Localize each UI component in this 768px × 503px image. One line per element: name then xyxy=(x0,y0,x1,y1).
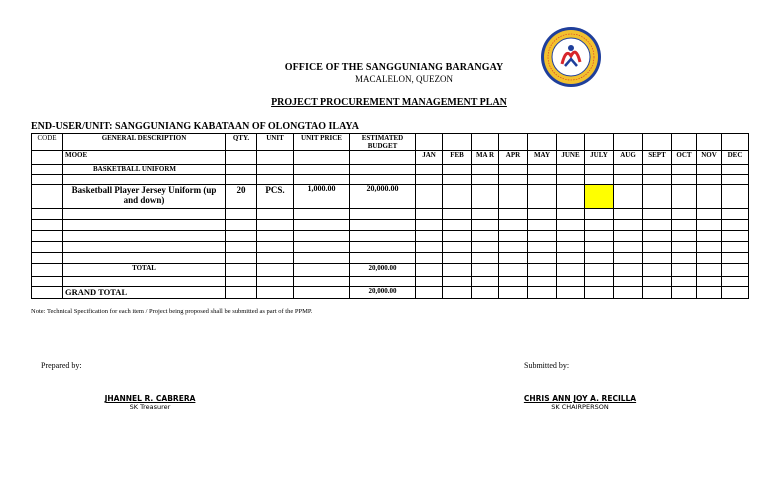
month-mar: MA R xyxy=(472,151,499,165)
col-code: CODE xyxy=(32,134,63,151)
submitted-by-signatory xyxy=(510,394,650,411)
month-dec: DEC xyxy=(722,151,749,165)
col-unit-price: UNIT PRICE xyxy=(294,134,350,151)
prepared-by-label: Prepared by: xyxy=(41,361,82,370)
grand-total-label: GRAND TOTAL xyxy=(63,287,226,299)
category-row xyxy=(32,165,749,175)
month-nov: NOV xyxy=(697,151,722,165)
ppmp-note: Note: Technical Specification for each item / Project being proposed shall be submitted as part of the PPMP. xyxy=(31,308,313,315)
month-jan: JAN xyxy=(416,151,443,165)
category-label: BASKETBALL UNIFORM xyxy=(63,165,226,175)
grand-total-row xyxy=(32,287,749,299)
blank-row xyxy=(32,253,749,264)
total-row xyxy=(32,264,749,277)
blank-row xyxy=(32,209,749,220)
col-description: GENERAL DESCRIPTION xyxy=(63,134,226,151)
month-july: JULY xyxy=(585,151,614,165)
office-title: OFFICE OF THE SANGGUNIANG BARANGAY xyxy=(284,62,504,73)
col-qty: QTY. xyxy=(226,134,257,151)
blank-row xyxy=(32,175,749,185)
plan-title: PROJECT PROCUREMENT MANAGEMENT PLAN xyxy=(271,97,507,108)
item-unit-price: 1,000.00 xyxy=(294,185,350,209)
item-budget: 20,000.00 xyxy=(350,185,416,209)
blank-row xyxy=(32,231,749,242)
ppmp-table xyxy=(31,133,749,299)
mooe-label: MOOE xyxy=(63,151,226,165)
col-budget: ESTIMATED BUDGET xyxy=(350,134,416,151)
item-qty: 20 xyxy=(226,185,257,209)
blank-row xyxy=(32,220,749,231)
month-aug: AUG xyxy=(614,151,643,165)
mooe-row xyxy=(32,151,749,165)
month-sept: SEPT xyxy=(643,151,672,165)
office-location: MACALELON, QUEZON xyxy=(355,74,453,84)
grand-total-value: 20,000.00 xyxy=(350,287,416,299)
month-apr: APR xyxy=(499,151,528,165)
prepared-by-name: JHANNEL R. CABRERA xyxy=(104,394,196,403)
submitted-by-role: SK CHAIRPERSON xyxy=(551,403,609,411)
blank-row xyxy=(32,242,749,253)
total-label: TOTAL xyxy=(63,264,226,277)
month-feb: FEB xyxy=(443,151,472,165)
item-unit: PCS. xyxy=(257,185,294,209)
col-unit: UNIT xyxy=(257,134,294,151)
total-value: 20,000.00 xyxy=(350,264,416,277)
blank-row xyxy=(32,277,749,287)
item-row xyxy=(32,185,749,209)
submitted-by-name: CHRIS ANN JOY A. RECILLA xyxy=(523,394,637,403)
month-may: MAY xyxy=(528,151,557,165)
july-schedule-cell xyxy=(585,185,614,209)
prepared-by-signatory xyxy=(90,394,210,411)
item-description: Basketball Player Jersey Uniform (up and down) xyxy=(63,185,226,209)
prepared-by-role: SK Treasurer xyxy=(129,403,171,411)
month-june: JUNE xyxy=(557,151,585,165)
month-oct: OCT xyxy=(672,151,697,165)
end-user-unit: END-USER/UNIT: SANGGUNIANG KABATAAN OF OLONGTAO ILAYA xyxy=(31,121,359,132)
header-row xyxy=(32,134,749,151)
submitted-by-label: Submitted by: xyxy=(524,361,570,370)
